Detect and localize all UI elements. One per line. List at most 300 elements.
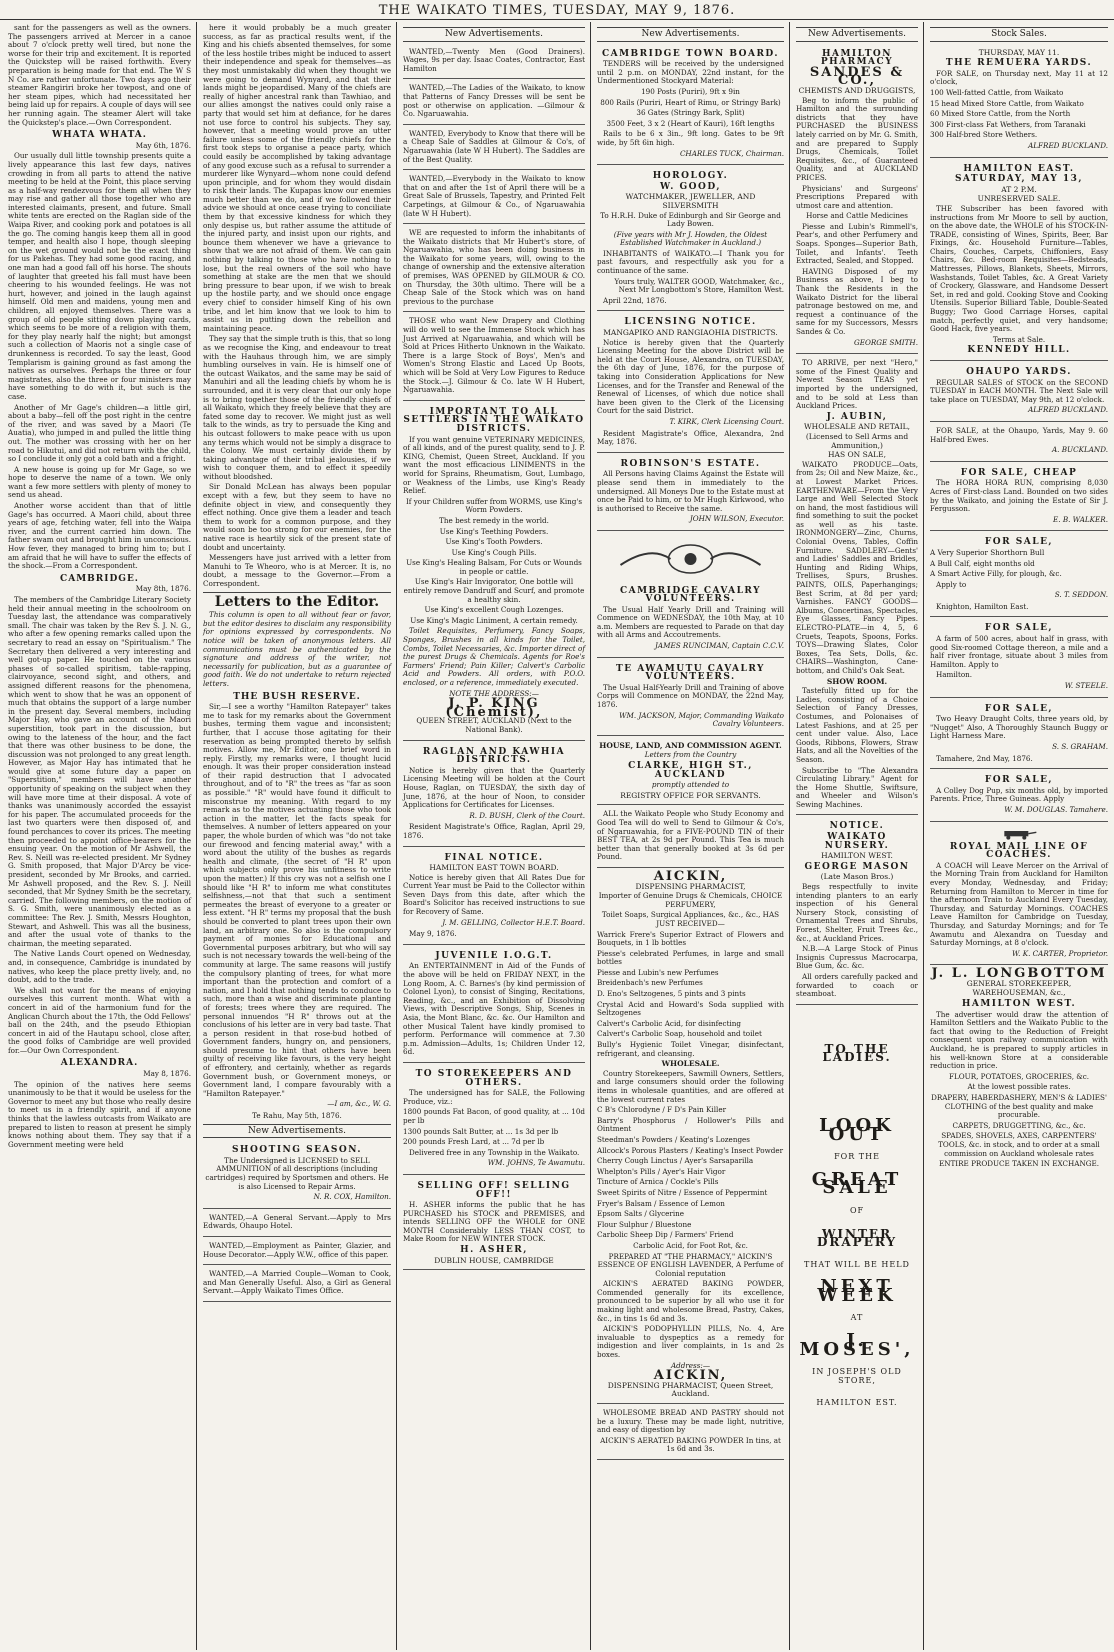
column-3: [399, 22, 589, 1650]
ad-wanted: [403, 81, 585, 124]
ad-line: Breidenbach's new Perfumes: [597, 978, 703, 988]
ad-title: IMPORTANT TO ALL SETTLERS IN THE WAIKATO DISTRICTS.: [403, 406, 585, 434]
ad-for-sale: [930, 619, 1108, 697]
ad-line: Cherry Cough Linctus / Ayer's Sarsaparilla: [597, 1156, 754, 1166]
ad-hamilton-east-sale: [930, 160, 1108, 361]
ad-body: H. ASHER informs the public that he has PURCHASED his STOCK and PREMISES, and intends SELLING OFF the WHOLE for ONE MONTH Considerably LESS THAN COST, to Make Room for NEW WINTER STOCK.: [403, 1200, 585, 1244]
ad-line: Sweet Spirits of Nitre / Essence of Peppermint: [597, 1187, 768, 1197]
article-paragraph: Another worse accident than that of little Gage's has occurred. A Maori child, about three years of age, fetching water, fell into the Waipa river, and the current carried him down. The father swam out and brought him in unconscious. How fever, they managed to bring him to; but I am afraid that he will have to suffer the effects of the shock.—From a Correspondent.: [8, 501, 191, 571]
new-ads-heading: New Advertisements.: [597, 27, 784, 42]
dateline: May 8, 1876.: [143, 1069, 191, 1079]
ad-signature: JAMES RUNCIMAN, Captain C.C.V.: [655, 641, 784, 651]
ad-longbottom: [930, 967, 1108, 1173]
ad-king-chemist: [403, 403, 585, 741]
ad-body: Rails to be 6 x 3in., 9ft long. Gates to be 9ft wide, by 5ft 6in high.: [597, 129, 784, 147]
ad-selling-off: [403, 1177, 585, 1270]
ad-signature: J. M. GELLING, Collector H.E.T. Board.: [442, 917, 585, 927]
ad-body: HAVING Disposed of my Business as above, I beg to Thank the Residents in the Waikato District for the liberal patronage bestowed on me, and request a continuance of the same for my Successors, Messrs Sandes & Co.: [796, 266, 918, 336]
column-rule: [789, 22, 790, 1650]
ad-ohaupo-ewes: [930, 424, 1108, 462]
ad-name: SANDES & CO.,: [809, 64, 905, 89]
ad-title: HAMILTON EAST.: [963, 163, 1075, 174]
ad-line: WINTER DRAPERY: [816, 1226, 898, 1250]
divider: [203, 592, 391, 593]
ad-line: Importer of Genuine Drugs & Chemicals, CHOICE PERFUMERY,: [598, 891, 783, 909]
ad-body: FOR SALE, at the Ohaupo, Yards, May 9. 60 Half-bred Ewes.: [930, 425, 1108, 444]
letter-title: THE BUSH RESERVE.: [233, 691, 361, 702]
ad-line: FOR THE: [834, 1152, 880, 1162]
ad-subtitle: WHOLESALE.: [661, 1059, 720, 1069]
ad-place: Tamahere, 2nd May, 1876.: [936, 753, 1033, 763]
ad-line: 800 Rails (Puriri, Heart of Rimu, or Stringy Bark): [600, 97, 781, 107]
ad-line: A Bull Calf, eight months old: [930, 558, 1035, 568]
ad-signature: WM. JOHNS, Te Awamutu.: [487, 1158, 585, 1168]
ad-title: SHOOTING SEASON.: [231, 1145, 363, 1156]
ad-subtitle: DISPENSING PHARMACIST,: [635, 881, 746, 891]
ad-cambridge-cavalry: [597, 533, 784, 658]
ad-body: Tastefully fitted up for the Ladies, consisting of a Choice Selection of Fancy Dresses, Costumes, and Polonaises of Latest Fashions, and at 25 per cent under value. Also, Lace Goods, Ribbons, Flowers, Straw Hats, and all the Novelties of the Season.: [796, 686, 918, 764]
ad-subtitle: DISPENSING PHARMACIST, Queen Street, Auckland.: [607, 1380, 774, 1399]
crest-emblem: [597, 539, 784, 579]
ad-line: promptly attended to: [651, 780, 730, 790]
ad-subtitle: REGISTRY OFFICE FOR SERVANTS.: [620, 790, 761, 800]
ad-title: FOR SALE, CHEAP: [960, 467, 1078, 478]
ad-body: Beg to inform the public of Hamilton and the surrounding districts that they have PURCHASED the BUSINESS lately carried on by Mr. G. Smith, and are prepared to Supply Drugs, Chemicals, Toilet Requisites, &c., of Guaranteed Quality, and at AUCKLAND PRICES.: [796, 95, 918, 182]
column-rule: [396, 22, 397, 1650]
ad-hamilton-pharmacy: [796, 45, 918, 355]
ad-body: Notice is hereby given that the Quarterly Licensing Meeting will be holden at the Court House, Raglan, on TUESDAY, the sixth day of June, 1876, at the hour of Noon, to consider Applications for Certificates for Licenses.: [403, 765, 585, 810]
section-heading: ALEXANDRA.: [60, 1058, 139, 1069]
ad-line: Apply to: [936, 579, 967, 589]
ad-gilmour-drapery: [403, 314, 585, 400]
ad-body: AICKIN'S AERATED BAKING POWDER, Commended generally for its excellence, pronounced to be superior by all who use it for making light and wholesome Bread, Pastry, Cakes, &c., in tins 1s 6d and 3s.: [597, 1279, 784, 1323]
ad-line: Carbolic Acid, for Foot Rot, &c.: [633, 1240, 748, 1250]
ad-line: Crystal Acid and Howard's Soda supplied with Seltzogenes: [597, 999, 784, 1018]
ad-body: Piesse and Lubin's Rimmell's, Pear's, and other Perfumery and Soaps. Sponges—Superior Bath, Toilet, and Infants'. Teeth Extracted, Sealed, and Stopped.: [796, 221, 918, 266]
ad-body: N.B.—A Large Stock of Pinus Insignis Cupressus Macrocarpa, Blue Gum, &c. &c.: [796, 944, 918, 971]
ad-body: WHOLESOME BREAD AND PASTRY should not be a luxury. These may be made light, nutritive, and easy of digestion by: [597, 1408, 784, 1435]
ad-title: FOR SALE,: [984, 537, 1054, 548]
ad-date: May 9, 1876.: [409, 929, 457, 939]
ad-line: 300 First-class Fat Wethers, from Taranaki: [930, 119, 1086, 129]
article-paragraph: We shall not want for the means of enjoying ourselves this current month. What with a concert in aid of the harmonium fund for the Anglican Church about the 17th, the Odd Fellows' ball on the 24th, and the pseudo Ethiopian concert in aid of the Hautapu school, close after, the good folks of Cambridge are well provided for.—Our Own Correspondent.: [8, 985, 191, 1055]
ad-title: THE REMUERA YARDS.: [945, 58, 1093, 69]
article-paragraph: sant for the passengers as well as the owners. The passengers arrived at Mercer in a canoe about 7 o'clock pretty well tired, but none the worse for their trip and excitement. It is reported the Quickstep will be raised forthwith. Every preparation is being made for that end. The W S N Co. are rather unfortunate. Two days ago their steamer Rangiriri broke her towpost, and one of her steam pipes, which had necessitated her being laid up for repairs. A couple of days will see her running again. The steamer Alert will take the Quickstep's place.—Own Correspondent.: [8, 23, 191, 127]
ad-line: 1300 pounds Salt Butter, at ... 1s 3d per lb: [403, 1126, 559, 1136]
ad-wanted: [203, 1267, 391, 1302]
ad-body: Notice is hereby given that All Rates Due for Current Year must be Paid to the Collector within Seven Days from this date, after which the Board's Solicitor has received instructions to sue for Recovery of Same.: [403, 872, 585, 917]
ad-line: 1800 pounds Fat Bacon, of good quality, at ... 10d per lb: [403, 1107, 585, 1125]
ad-line: Carbolic Sheep Dip / Farmers' Friend: [597, 1230, 734, 1240]
section-heading: Stock Sales.: [930, 27, 1108, 42]
ad-line: 300 Half-bred Store Wethers.: [930, 130, 1038, 140]
ad-body: All orders carefully packed and forwarded to coach or steamboat.: [796, 971, 918, 999]
ad-body: THE Subscriber has been favored with instructions from Mr Moore to sell by auction, on the above date, the WHOLE of his STOCK-IN-TRADE, consisting of Wines, Spirits, Beer, Bar Fixings, &c. Household Furniture—Tables, Chairs, Couches, Carpets, Chiffoniers, Easy Chairs, &c. Bed-room Requisites—Bedsteads, Mattresses, Pillows, Blankets, Sheets, Mirrors, Washstands, Toilet Tables, &c. A Great Variety of Crockery, Glassware, and Handsome Dessert Set, in red and gold. Cooking Stove and Cooking Utensils. Superior Billiard Table, Double-Seated Buggy; Two Good Carriage Horses, capital match, perfectly quiet, and very handsome; Good Hack, five years.: [930, 203, 1108, 334]
ad-title: ROYAL MAIL LINE OF COACHES.: [949, 841, 1089, 861]
ad-body: WANTED,—Twenty Men (Good Drainers). Wages, 9s per day. Isaac Coates, Contractor, East Hamilton: [403, 46, 585, 73]
ad-body: Toilet Requisites, Perfumery, Fancy Soaps, Sponges, Brushes in all kinds for the Toilet, Combs, Toilet Necessaries, &c. Importer direct of the purest Drugs & Chemicals. Agents for Roe's Farmers' Friend; Pain Killer; Calvert's Carbolic Acid and Powders. All orders, with P.O.O. enclosed, or a reference, immediately executed.: [403, 626, 585, 687]
ad-line: AICKIN'S AERATED BAKING POWDER In tins, at 1s 6d and 3s.: [600, 1435, 781, 1454]
ad-line: A Very Superior Shorthorn Bull: [930, 547, 1045, 557]
column-5: [792, 22, 922, 1650]
ad-wanted: [403, 45, 585, 80]
ad-body: INHABITANTS of WAIKATO.—I Thank you for past favours, and respectfully ask you for a continuance of the same.: [597, 248, 784, 276]
ad-juvenile: [403, 947, 585, 1063]
ad-signature: ALFRED BUCKLAND.: [1028, 405, 1108, 415]
article-paragraph: Sir Donald McLean has always been popular except with a few, but they seem to have no definite object in view, and consequently they effect nothing. Once give them a leader and teach them to work for a common purpose, and they would soon be too strong for our enemies, for the native race is heartily sick of the present state of doubt and uncertainty.: [203, 482, 391, 552]
ad-body: A Colley Dog Pup, six months old, by imported Parents. Price, Three Guineas. Apply: [930, 785, 1108, 804]
ad-shooting-season: [203, 1141, 391, 1209]
article-paragraph: The Native Lands Court opened on Wednesday, and, in consequence, Cambridge is inundated by natives, who keep the place pretty lively, and, no doubt, add to the trade.: [8, 949, 191, 985]
ad-line: Use King's excellent Cough Lozenges.: [424, 605, 564, 615]
ad-line: 3500 Feet, 3 x 2 (Heart of Kauri), 16ft lengths: [606, 118, 775, 128]
ad-body: FOR SALE, on Thursday next, May 11 at 12 o'clock,: [930, 68, 1108, 87]
ad-line: Flour Sulphur / Bluestone: [597, 1219, 692, 1229]
ad-line: 60 Mixed Store Cattle, from the North: [930, 109, 1071, 119]
ad-subtitle: SHOW ROOM.: [826, 676, 888, 686]
ad-line: TO THE LADIES.: [822, 1041, 892, 1065]
ad-name: AICKIN,: [653, 1368, 728, 1384]
ad-line: Toilet Soaps, Surgical Appliances, &c., &c., HAS JUST RECEIVED—: [601, 910, 780, 928]
ad-body: Delivered free in any Township in the Waikato.: [409, 1147, 580, 1157]
ad-line: Use King's Magic Liniment, A certain remedy.: [410, 615, 578, 625]
editor-disclaimer: This column is open to all without fear or favor, but the editor desires to disclaim any responsibility for opinions expressed by correspondents. No notice will be taken of anonymous letters. All communications must be authenticated by the signature and address of the writer, not necessarily for publication, but as a guarantee of good faith. We do not undertake to return rejected letters.: [203, 610, 391, 688]
ad-royal-mail-coaches: [930, 824, 1108, 966]
ad-place: Hamilton.: [936, 670, 973, 680]
ad-subtitle: (Late Mason Bros.): [820, 872, 894, 882]
column-1: [4, 22, 195, 1650]
ad-line: GREAT SALE: [811, 1168, 903, 1199]
ad-body: WANTED,—Employment as Painter, Glazier, and House Decorator.—Apply W.W., office of this paper.: [203, 1240, 391, 1259]
ad-title: HOUSE, LAND, AND COMMISSION AGENT.: [599, 740, 782, 750]
ad-subtitle: GENERAL STOREKEEPER,: [966, 978, 1072, 988]
letter-signature: —I am, &c., W. G.: [327, 1099, 391, 1109]
ad-body: An ENTERTAINMENT in Aid of the Funds of the above will be held on FRIDAY NEXT, in the Long Room, A. C. Barnes's (by kind permission of Colonel Lyon), to consist of Singing, Recitations, Reading, &c., and an Exhibition of Dissolving Views, with Descriptive Songs, Ship, Scenes in Asia, the Mont Blanc, &c. &c. Our Hamilton and other Musical Talent have kindly promised to perform. Performance will commence at 7.30 p.m. Admission—Adults, 1s; Children Under 12, 6d.: [403, 961, 585, 1057]
ad-place: Knighton, Hamilton East.: [936, 601, 1029, 611]
ad-line: NEXT WEEK: [817, 1276, 897, 1306]
ad-line: To H.R.H. Duke of Edinburgh and Sir George and Lady Bowen.: [600, 210, 781, 229]
ad-line: Use King's Hair Invigorator, One bottle will entirely remove Dandruff and Scurf, and promote a healthy skin.: [403, 577, 585, 604]
ad-line: Use King's Cough Pills.: [451, 547, 537, 557]
ad-line: PREPARED AT "THE PHARMACY," AICKIN'S ESSENCE OF ENGLISH LAVENDER, A Perfume of Colonial reputation: [597, 1251, 784, 1278]
ad-line: ENTIRE PRODUCE TAKEN IN EXCHANGE.: [938, 1159, 1100, 1169]
ad-body: THOSE who want New Drapery and Clothing will do well to see the Immense Stock which has Just Arrived at Ngaruawahia, and which will be Sold at Prices Hitherto Unknown in the Waikato. There is a large Stock of Boys', Men's and Women's Strong Elastic and Laced Up Boots, which will be Sold at Very Low Figures to Reduce the Stock.—J. Gilmour & Co. late W H Hubert, Ngaruawahia.: [403, 316, 585, 395]
column-rule: [196, 22, 197, 1650]
ad-name: J. AUBIN,: [826, 411, 888, 422]
ad-place: DUBLIN HOUSE, CAMBRIDGE: [434, 1255, 554, 1265]
ad-title: TO STOREKEEPERS AND OTHERS.: [415, 1068, 573, 1088]
ad-body: Physicians' and Surgeons' Prescriptions Prepared with utmost care and attention.: [796, 183, 918, 210]
ad-line: Calvert's Carbolic Soap, household and toilet: [597, 1029, 762, 1039]
ad-body: The advertiser would draw the attention of Hamilton Settlers and the Waikato Public to the fact that owing to the Reduction of Freight consequent upon railway communication with Auckland, he is prepared to supply articles in his well-known Store at a considerable reduction in price.: [930, 1009, 1108, 1071]
ad-subtitle: WATCHMAKER, JEWELLER, AND SILVERSMITH: [625, 192, 756, 210]
ad-line: The best remedy in the world.: [439, 515, 549, 525]
ad-body: Begs respectfully to invite intending planters to an early inspection of his General Nursery Stock, consisting of Ornamental Trees and Shrubs, Forest, Shelter, Fruit Trees &c., &c., at Auckland Prices.: [796, 882, 918, 943]
ad-title: HOROLOGY.: [652, 171, 729, 182]
ad-signature: ALFRED BUCKLAND.: [1028, 140, 1108, 150]
ad-line: THAT WILL BE HELD: [804, 1259, 910, 1269]
ad-line: Allcock's Porous Plasters / Keating's Insect Powder: [597, 1145, 784, 1155]
ad-body: TO ARRIVE, per next "Hero," some of the Finest Quality and Newest Season TEAS yet imported by the undersigned, and to be sold at Less than Auckland Prices.: [796, 358, 918, 411]
ad-line: Tincture of Arnica / Cockle's Pills: [597, 1177, 719, 1187]
ad-line: A Smart Active Filly, for plough, &c.: [930, 569, 1062, 579]
ad-tea: [597, 807, 784, 868]
ad-body: If you want genuine VETERINARY MEDICINES, of all kinds, and of the purest quality, send to J. P. KING, Chemist, Queen Street, Auckland. If you want the most efficacious LINIMENTS in the world for Sprains, Rheumatism, Gout, Lumbago, or Weakness of the Limbs, use King's Ready Relief.: [403, 434, 585, 496]
ad-line: Horse and Cattle Medicines: [806, 211, 908, 221]
ad-signature: S. T. SEDDON.: [1054, 590, 1108, 600]
ad-te-awamutu-cavalry: [597, 660, 784, 736]
letter-place: Te Rahu, May 5th, 1876.: [252, 1111, 342, 1121]
ad-horology: [597, 167, 784, 311]
ad-line: Steedman's Powders / Keating's Lozenges: [597, 1134, 750, 1144]
ad-body: WAIKATO PRODUCE—Oats, from 2s; Oil and New Maize, &c., at Lowest Market Prices. EARTHENWARE—From the Very Large and Well Selected Stock on hand, the most fastidious will find something to suit the pocket as well as his taste. IRONMONGERY—Zinc, Churns, Colonial Ovens, Tables, Coffin Furniture. SADDLERY—Gents' and Ladies' Saddles and Bridles, Hunting and Riding Whips, Trellises, Spurs, Brushes. PAINTS, OILS, Paperhangings; Best Scrim, at 8d per yard; Varnishes. FANCY GOODS—Albums, Concertinas, Spectacles, Eye Glasses, Fancy Pipes. ELECTRO-PLATE—in 4, 5, 6 Cruets, Teapots, Spoons, Forks. TOYS—Drawing Slates, Color Boxes, Tea Sets, Dolls, &c. CHAIRS—Washington, Cane-bottom, and Child's Oak Seat.: [796, 459, 918, 675]
column-2: [199, 22, 395, 1650]
ad-body: A farm of 500 acres, about half in grass, with good Six-roomed Cottage thereon, a mile and a half river frontage, situate about 3 miles from Hamilton. Apply to: [930, 634, 1108, 669]
ad-line: C B's Chlorodyne / F D's Pain Killer: [597, 1105, 727, 1115]
ad-signature: N. R. COX, Hamilton.: [313, 1192, 391, 1202]
ad-body: WANTED,—A Married Couple—Woman to Cook, and Man Generally Useful. Also, a Girl as General Servant.—Apply Waikato Times Office.: [203, 1269, 391, 1296]
letter-body: Sir,—I see a worthy "Hamilton Ratepayer" takes me to task for my remarks about the Government bushes, terming them vague and inconsistent; further, that I accuse those agitating for their reservation as being prompted thereto by selfish motives. Allow me, Mr Editor, one brief word in reply. Firstly, my remarks were, I thought lucid enough. It was their proper consideration instead of their rapid destruction that I advocated throughout, and of to "R" the trees as "far as soon as possible." "R" would have found it difficult to misconstrue my meaning. With regard to my remark as to the motives actuating those who took action in the matter, let the facts speak for themselves. A number of letters appeared on your paper, the whole burden of which was "do not take our firewood and fencing material away," with a word about the utility of the bushes as regards health and climate, (the secret of "H R" upon which subjects only prove his unfitness to write upon the matter.) If this cry was not a selfish one I should like "H R" to inform me what constitutes selfishness,—not that that such a sentiment permeates the breast of everyone to a greater or less extent. "H R" terms my proposal that the bush should be converted to plant trees upon their own land, an arbitrary one. So also is the compulsory payment of monies for Educational and Governmental purposes arbitrary, but who will say such is not necessary towards the well-being of the community at large. The same reasons will justify the compulsory planting of trees, for what more important than the protection and comfort of a nation, and I hold that nothing tends to conduce to such, more than a wise and discriminate planting of forests; trees where they are required. The personal innuendos "H R" throws out at the conclusions of his letter are in very bad taste. That a person resident in that rose-bud hotbed of Government fanders, hungry on, and pensioners, should presume to hint that others have been guilty of receiving like favours, is the very height of effrontery, and certainly, whether as regards Government bush, or Government moneys, or Government land, I compare favourably with a "Hamilton Ratepayer.": [203, 702, 391, 1098]
ad-licensing-notice: [597, 313, 784, 452]
ad-place: Resident Magistrate's Office, Alexandra, 2nd May, 1876.: [597, 428, 784, 447]
ad-line: Terms at Sale.: [992, 334, 1046, 344]
new-ads-heading: New Advertisements.: [203, 1124, 391, 1139]
article-paragraph: Messengers have just arrived with a letter from Manuhi to Te Wheoro, who is at Mercer. It is, no doubt, a message to the Governor.—From a Correspondent.: [203, 553, 391, 588]
ad-line: SPADES, SHOVELS, AXES, CARPENTERS' TOOLS, &c. in stock, and to order at a small commission on Auckland wholesale rates: [938, 1131, 1100, 1158]
ad-body: WANTED, Everybody to Know that there will be a Cheap Sale of Saddles at Gilmour & Co's, of Ngaruawahia (late W H Hubert). The Saddles are of the Best Quality.: [403, 128, 585, 164]
ad-title: ROBINSON'S ESTATE.: [620, 458, 761, 469]
article-paragraph: They say that the simple truth is this, that so long as we recognise the King, and endeavour to treat with the Hauhaus through him, we are simply humbling ourselves in vain. He is himself one of the outcast Waikatos, and the same may be said of Manuhiri and all the leading chiefs by whom he is surrounded, and it is very clear that our only hope is to bring together those of the friendly chiefs of all Waikato, which they freely believe that they are fated some day to recover. We might just as well talk to the winds, as try to persuade the King and his outcast followers to make peace with us upon any terms which would not be simply a disgrace to the Colony. We must certainly divide them by taking advantage of their tribal jealousies, if we wish to conquer them, and to effect it speedily without bloodshed.: [203, 334, 391, 481]
ad-line: CARPETS, DRUGGETTING, &c., &c.: [952, 1120, 1086, 1130]
ad-place: HAMILTON WEST.: [961, 999, 1077, 1010]
article-paragraph: here it would probably be a much greater success, as far as practical results went, if the King and his chiefs absented themselves, for some of the less hostile tribes might be induced to assert their independence and speak for themselves—as they most unmistakably did when they thought we were going to demand Wynyard, and that their lands might be jeopardised. Many of the chiefs are really of higher ancestral rank than Tawhiao, and our allies amongst the natives could only raise a party that would set him at defiance, for he dares not use force to control his subjects. They say, however, that a meeting would prove an utter failure unless some of the friendly chiefs for the first took steps to organise a peace party, which could easily be accomplished by taking advantage of any good excuse such as a refusal to surrender a murderer like Wynyard—whom none could defend upon principle, and for whom they would disdain to risk their lands. The Kupapas know our enemies much better than we do, and if we followed their advice we should at once cease trying to conciliate them by that excessive kindness for which they only despise us, but rather assume the attitude of the injured party, and insist upon our rights, and bounce them whenever we have a grievance to show that we are not afraid of them. We can gain nothing by talking to those who have nothing to lose, but the real owners of the soil who have something at stake are the men that we should bring pressure to bear upon, if we wish to break up the hostile party, and we should once engage every chief to consider himself King of his own tribe, and let him know that we look to him to assist us in putting down the rebellion and maintaining peace.: [203, 23, 391, 333]
ad-name: GEORGE MASON: [804, 861, 910, 872]
ad-name: J. P. KING (Chemist),: [445, 696, 543, 720]
ad-title: SELLING OFF! SELLING OFF!!: [417, 1180, 571, 1200]
ad-line: 200 pounds Fresh Lard, at ... 7d per lb: [403, 1137, 545, 1147]
ad-name: W. GOOD,: [660, 181, 721, 192]
ad-body: The undersigned has for SALE, the Following Produce, viz.:: [403, 1088, 585, 1106]
ad-body: A COACH will Leave Mercer on the Arrival of the Morning Train from Auckland for Hamilton every Monday, Wednesday, and Friday; Returning from Hamilton to Mercer in time for the afternoon Train to Auckland Every Tuesday, Thursday, and Saturday Mornings. COACHES Leave Hamilton for Cambridge on Tuesday, Thursday, and Saturday Mornings; and for Te Awamutu and Alexandra on Tuesday and Saturday Mornings, at 8 o'clock.: [930, 860, 1108, 948]
ad-body: All Persons having Claims Against the Estate will please send them in immediately to the undersigned. All Moneys Due to the Estate must at once be Paid to him, or to Mr Hugh Kirkwood, who is authorised to Receive the same.: [597, 469, 784, 513]
article-paragraph: A new house is going up for Mr Gage, so we hope to deserve the name of a town. We only want a few more settlers with plenty of money to send us ahead.: [8, 464, 191, 500]
ad-subtitle: HAMILTON EAST TOWN BOARD.: [429, 863, 559, 873]
ad-line: Piesse's celebrated Perfumes, in large and small bottles: [597, 948, 784, 967]
ad-wanted: [203, 1239, 391, 1265]
ad-signature: JOHN WILSON, Executor.: [689, 514, 784, 524]
column-rule: [590, 22, 591, 1650]
ad-line: HAMILTON EST.: [816, 1398, 898, 1408]
ad-line: (Five years with Mr J. Howden, the Oldest Established Watchmaker in Auckland.): [613, 229, 768, 248]
ad-commission-agent: [597, 738, 784, 806]
ad-line: If your Children suffer from WORMS, use King's Worm Powders.: [405, 496, 583, 515]
ad-signature: W. M. DOUGLAS. Tamahere.: [1004, 804, 1108, 814]
ad-signature: R. D. BUSH, Clerk of the Court.: [469, 810, 585, 820]
ad-wanted: [403, 127, 585, 170]
article-paragraph: Another of Mr Gage's children—a little girl, about a baby—fell off the post right in the centre of the river, and was saved by a Maori (Te Auatia), who jumped in and pulled the little thing out. The mother was crossing with her on her road to Hikutui, and did not return with the child, so I conclude it only got a cold bath and a fright.: [8, 402, 191, 464]
article-paragraph: The opinion of the natives here seems unanimously to be that it would be useless for the Governor to meet any but those who really desire to meet us in a friendly spirit, and if anyone thinks that the lawless outcasts from Waikato are prepared to listen to reason at present he simply knows nothing about them. They say that if a Government meeting were held: [8, 1079, 191, 1149]
ad-name: CLARKE, HIGH ST., AUCKLAND: [628, 761, 753, 780]
ad-title: LICENSING NOTICE.: [624, 317, 757, 328]
ad-address: QUEEN STREET, AUCKLAND (Next to the National Bank).: [416, 716, 572, 734]
ad-title: RAGLAN AND KAWHIA DISTRICTS.: [422, 746, 566, 766]
ad-title: FOR SALE,: [984, 623, 1054, 634]
ad-subtitle: AT 2 P.M.: [1001, 184, 1037, 194]
column-4: [593, 22, 788, 1650]
ad-line: Barry's Phosphorus / Hollower's Pills and Ointment: [597, 1115, 784, 1134]
ad-title: FINAL NOTICE.: [444, 852, 544, 863]
ad-subtitle: THURSDAY, MAY 11.: [978, 47, 1060, 57]
ad-subtitle: (Licensed to Sell Arms and Ammunition,): [805, 431, 909, 450]
ad-winter-drapery: [796, 1041, 918, 1408]
ad-signature: WM. JACKSON, Major, Commanding Waikato Cavalry Volunteers.: [619, 710, 784, 729]
ad-body: WANTED,—The Ladies of the Waikato, to know that Patterns of Fancy Dresses will be sent be post or otherwise on application. —Gilmour & Co. Ngaruawahia.: [403, 83, 585, 119]
article-paragraph: The members of the Cambridge Literary Society held their annual meeting in the schoolroom on Tuesday last, the attendance was comparatively small. The chair was taken by the Rev S. J. N. G., who after a few opening remarks called upon the secretary to read an essay on "Spiritualism." The Secretary then delivered a very interesting and well got-up paper. He touched on the various phases of so-called spiritism, table-rapping, clairvoyance, second sight, and others, and assigned different reasons for the phenomena, which went to show that he was an opponent of much that obtains the support of a large number in the present day. Several members, including Major Hay, who gave an account of the Maori superstition, took part in the discussion, but owing to the lateness of the hour, and the fact that there was other business to be done, the discussion was not prolonged to any great length. However, as Major Hay has intimated that he would give at some future day a paper on "Superstition," members will have another opportunity of speaking on the subject when they will have more time at their disposal. A vote of thanks was unanimously accorded the essayist for his paper. The accumulated proceeds for the last two quarters were then disposed of, and found perchances to cover its prices. The meeting then proceeded to appoint office-bearers for the ensuing year. On the motion of Mr Ashwell, the Rev. S. Neill was re-elected president. Mr Sydney G. Smith proposed, that Major D'Arcy be vice-president, seconded by Mr Brooks, and carried. Mr Ashwell proposed, and the Rev. S. J. Neill seconded, that Mr Sydney Smith be the secretary, carried. The following members, on the motion of S. G. Smith, were unanimously elected as a committee: The Rev. J. Smith, Messrs Houghton, Stewart, and Ashwell. This was all the business, and after the usual vote of thanks to the chairman, the meeting separated.: [8, 595, 191, 948]
ad-signature: W. STEELE.: [1064, 681, 1108, 691]
ad-line: NOTE THE ADDRESS:—: [449, 688, 539, 698]
ad-line: Use King's Healing Balsam, For Cuts or Wounds in people or cattle.: [406, 558, 582, 576]
ad-subtitle: HAS ON SALE,: [828, 450, 886, 460]
ad-title: HAMILTON PHARMACY: [820, 48, 894, 68]
ad-signature: GEORGE SMITH.: [853, 337, 918, 347]
ad-subtitle: WHOLESALE AND RETAIL,: [803, 422, 911, 432]
ad-waikato-nursery: [796, 817, 918, 1004]
ad-body: The HORA HORA RUN, comprising 8,030 Acres of First-class Land. Bounded on two sides by the Waikato, and joining the Estate of Sir J. Fergusson.: [930, 478, 1108, 514]
ad-body: REGULAR SALES of STOCK on the SECOND TUESDAY in EACH MONTH. The Next Sale will take place on TUESDAY, May 9th, at 12 o'clock.: [930, 377, 1108, 404]
dateline: May 6th, 1876.: [135, 140, 191, 150]
ad-line: Epsom Salts / Glycerine: [597, 1209, 685, 1219]
ad-signature: E. B. WALKER.: [1053, 514, 1108, 524]
ad-line: IN JOSEPH'S OLD STORE,: [812, 1367, 902, 1385]
ad-line: DRAPERY, HABERDASHERY, MEN'S & LADIES' CLOTHING of the best quality and make procurable.: [931, 1093, 1107, 1120]
ad-body: Country Storekeepers, Sawmill Owners, Settlers, and large consumers should order the following items in wholesale quantities, and are offered at the lowest current rates: [597, 1068, 784, 1104]
ad-subtitle: HAMILTON WEST.: [821, 851, 893, 861]
ad-for-sale: [930, 533, 1108, 617]
ad-line: Letters from the Country: [644, 750, 737, 760]
ad-signature: Yours truly, WALTER GOOD, Watchmaker, &c., Next Mr Longbottom's Store, Hamilton West.: [614, 276, 784, 295]
ad-body: WANTED,—Everybody in the Waikato to know that on and after the 1st of April there will be a Great Sale of Brussels, Tapestry, and Printed Felt Carpetings, at Gilmour & Co., of Ngaruawahia (late W H Hubert).: [403, 174, 585, 218]
ad-wanted: [203, 1211, 391, 1237]
ad-line: FLOUR, POTATOES, GROCERIES, &c.: [948, 1071, 1090, 1081]
new-ads-heading: New Advertisements.: [403, 27, 585, 42]
ad-bread: [597, 1406, 784, 1460]
ad-for-sale-cheap: [930, 464, 1108, 532]
ad-body: The Usual Half-Yearly Drill and Training of above Corps will Commence on MONDAY, the 22nd May, 1876.: [597, 682, 784, 710]
ad-body: Subscribe to "The Alexandra Circulating Library." Agent for the Home Shuttle, Swiftsure, and Wheeler and Wilson's Sewing Machines.: [796, 765, 918, 809]
column-6: [926, 22, 1112, 1650]
ad-body: The Undersigned is LICENSED to SELL AMMUNITION of all descriptions (including cartridges) required by Sportsmen and others. He is also Licensed to Repair Arms.: [205, 1155, 389, 1191]
ad-signature: S. S. GRAHAM.: [1052, 742, 1108, 751]
ad-line: 36 Gates (Stringy Bark, Split): [636, 108, 745, 118]
ad-line: Use King's Tooth Powders.: [445, 537, 543, 547]
ad-robinsons-estate: [597, 455, 784, 531]
ad-for-sale: [930, 771, 1108, 821]
ad-storekeepers: [403, 1065, 585, 1175]
ad-title: JUVENILE I.O.G.T.: [435, 950, 553, 961]
ad-line: OF: [849, 1205, 865, 1215]
ad-line: Bully's Hygienic Toilet Vinegar, disinfectant, refrigerant, and cleansing.: [597, 1040, 784, 1058]
ad-signature: A. BUCKLAND.: [1051, 445, 1108, 455]
ad-cambridge-town-board: [597, 45, 784, 166]
ad-body: Notice is hereby given that the Quarterly Licensing Meeting for the above District will be held at the Court House, Alexandra, on TUESDAY, the 6th day of June, 1876, for the purpose of taking into Consideration Applications for New Licenses, and for the Transfer and Renewal of the Renewal of Licenses, of which due notice shall have been given to the Clerk of the Licensing Court for the said District.: [597, 337, 784, 416]
ad-gilmour-notice: [403, 226, 585, 312]
ad-title: FOR SALE,: [984, 703, 1054, 714]
ad-subtitle: UNRESERVED SALE.: [977, 194, 1061, 204]
ad-body: WE are requested to inform the inhabitants of the Waikato districts that Mr Hubert's store, of Ngaruawahia, who has been doing business in the Waikato for some years, will, owing to the change of ownership and the extensive alteration of premises, WAS OPENED by GILMOUR & CO. on Thursday, the 30th ultimo. There will be a Cheap Sale of the Stock which was on hand previous to the purchase: [403, 228, 585, 306]
ad-for-sale: [930, 700, 1108, 770]
ad-remuera-yards: [930, 45, 1108, 158]
ad-body: TENDERS will be received by the undersigned until 2 p.m. on MONDAY, 22nd instant, for the Undermentioned Stockyard Material:: [597, 59, 784, 86]
ad-line: Address:—: [670, 1360, 711, 1370]
ad-name: H. ASHER,: [460, 1245, 528, 1256]
ad-line: 190 Posts (Puriri), 9ft x 9in: [641, 86, 740, 96]
ad-line: Whelpton's Pills / Ayer's Hair Vigor: [597, 1166, 726, 1176]
ad-title: SATURDAY, MAY 13,: [954, 174, 1084, 185]
ad-place: Resident Magistrate's Office, Raglan, April 29, 1876.: [403, 822, 585, 840]
ad-body: Two Heavy Draught Colts, three years old, by "Nugget" Also, A Thoroughly Staunch Buggy or Light Harness Mare.: [930, 714, 1108, 741]
ad-title: NOTICE.: [829, 821, 885, 832]
ad-subtitle: CHEMISTS AND DRUGGISTS,: [798, 85, 916, 95]
column-rule: [923, 22, 924, 1650]
new-ads-heading: New Advertisements.: [796, 27, 918, 42]
ad-body: WANTED,—A General Servant.—Apply to Mrs Edwards, Ohaupo Hotel.: [203, 1212, 391, 1231]
ad-body: ALL the Waikato People who Study Economy and Good Tea will do well to Send to Gilmour & Co's, of Ngaruawahia, for a FIVE-POUND TIN of their BEST TEA, at 2s 9d per Pound. This Tea is much better than that generally booked at 3s 6d per Pound.: [597, 809, 784, 862]
ad-line: J. MOSES',: [799, 1330, 915, 1360]
ad-subtitle: MANGAPIKO AND RANGIAOHIA DISTRICTS.: [603, 328, 778, 338]
ad-title: TE AWAMUTU CAVALRY VOLUNTEERS.: [616, 663, 765, 683]
ad-aubin: [796, 356, 918, 815]
ad-line: AT: [850, 1313, 864, 1323]
ad-line: Fryer's Balsam / Essence of Lemon: [597, 1198, 725, 1208]
section-heading: CAMBRIDGE.: [60, 573, 139, 584]
ad-wanted: [403, 172, 585, 224]
coach-icon: [999, 829, 1039, 841]
ad-body: AICKIN'S PODOPHYLLIN PILLS, No. 4, Are invaluable to dyspeptics as a remedy for indigestion and liver complaints, in 1s and 2s boxes.: [597, 1324, 784, 1360]
ad-final-notice: [403, 849, 585, 945]
ad-signature: W. K. CARTER, Proprietor.: [1012, 948, 1108, 958]
ad-line: 100 Well-fatted Cattle, from Waikato: [930, 87, 1064, 97]
ad-line: Use King's Teething Powders.: [439, 526, 549, 536]
ad-body: The Usual Half Yearly Drill and Training will Commence on WEDNESDAY, the 10th May, at 10 a.m. Members are requested to Parade on that day with all Arms and Accoutrements.: [597, 604, 784, 640]
ad-title: WAIKATO NURSERY.: [824, 832, 890, 851]
ad-line: 15 head Mixed Store Cattle, from Waikato: [930, 98, 1084, 108]
dateline: May 8th, 1876.: [135, 584, 191, 594]
ad-aickin: [597, 870, 784, 1404]
ad-raglan-licensing: [403, 743, 585, 847]
ad-line: D. Eno's Seltzogenes, 5 pints and 3 pints: [597, 989, 746, 999]
ad-title: OHAUPO YARDS.: [966, 367, 1072, 377]
letters-heading: Letters to the Editor.: [214, 593, 380, 610]
ad-line: LOOK OUT: [819, 1114, 895, 1145]
ad-line: At the lowest possible rates.: [967, 1082, 1071, 1092]
ad-name: AICKIN,: [653, 868, 728, 884]
ad-subtitle: WAREHOUSEMAN, &c.,: [972, 988, 1066, 998]
ad-signature: CHARLES TUCK, Chairman.: [679, 148, 784, 158]
ad-line: Warrick Frere's Superior Extract of Flowers and Bouquets, in 1 lb bottles: [597, 929, 784, 948]
masthead: THE WAIKATO TIMES, TUESDAY, MAY 9, 1876.: [0, 0, 1114, 20]
ad-title: FOR SALE,: [984, 775, 1054, 786]
ad-title: CAMBRIDGE TOWN BOARD.: [601, 48, 780, 59]
section-heading: WHATA WHATA.: [52, 130, 147, 141]
ad-line: Piesse and Lubin's new Perfumes: [597, 967, 719, 977]
ad-signature: T. KIRK, Clerk Licensing Court.: [669, 416, 784, 426]
ad-date: April 22nd, 1876.: [603, 295, 667, 305]
ad-signature: KENNEDY HILL.: [967, 345, 1071, 356]
ad-line: Calvert's Carbolic Acid, for disinfecting: [597, 1018, 741, 1028]
article-paragraph: Our usually dull little township presents quite a lively appearance this last few days, natives crowding in from all parts to attend the native meeting to be held at the Point, this place serving as a half-way rendezvous for them all when they may rise and gather all those together who are interested claimants, present, and future. Small white tents are erected on the Raglan side of the Waipa River, and cooking pork and potatoes is all the go. The coming hangis keep them all in good temper, and health also I hope, though sleeping on the wet ground would not be the exact thing for us Pakehas. They had some good racing, and one man had a good fall off his horse. The shouts of laughter that greeted his fall must have been cheering to his wounded feelings. He was not hurt, however, and joined in the laugh against himself. Old men and maidens, young men and children, all enjoyed themselves. There was a group of old people sitting down playing cards, which seems to be more of a religion with them, for they play nearly half the night; but amongst such a collection of Maoris not a single case of drunkenness is recorded. To say the least, Good Templarism is gaining ground as fast among the natives as ourselves. Perhaps the three or four magistrates, also the three or four ministers may have something to do with it, but such is the case.: [8, 151, 191, 401]
ad-title: CAMBRIDGE CAVALRY VOLUNTEERS.: [619, 585, 762, 605]
ad-ohaupo-yards: [930, 363, 1108, 422]
